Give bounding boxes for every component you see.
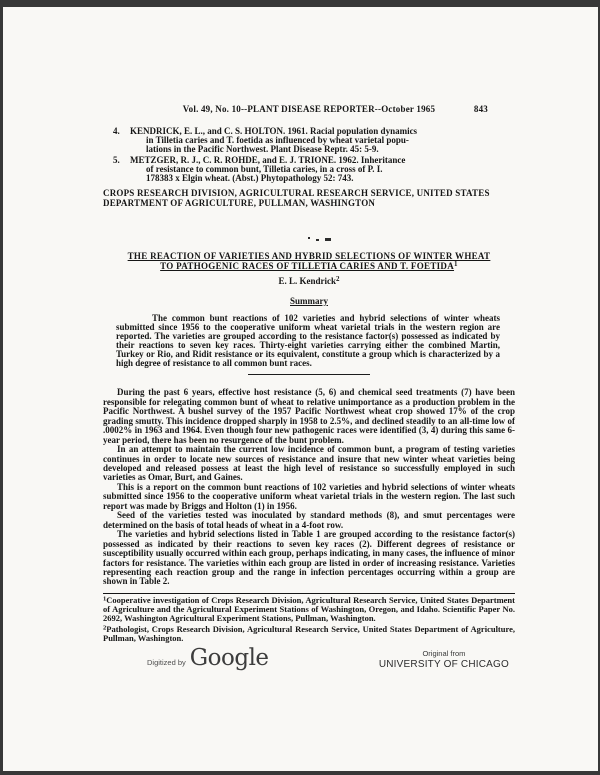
references-list bbox=[103, 127, 515, 182]
footnote-text: Pathologist, Crops Research Division, Agricultural Research Service, United States Department of Agriculture, Pullman, Washington. bbox=[103, 623, 515, 643]
reference-line: METZGER, R. J., C. R. ROHDE, and E. J. TRIONE. 1962. Inheritance bbox=[130, 154, 406, 165]
body-paragraph-2: In an attempt to maintain the current low incidence of common bunt, a program of testing varieties continues in order to locate new sources of resistance and insure that new winter wheat varieties being developed and released possess at least the high level of resistance so successfully employed in such varieties as Omar, Burt, and Gaines. bbox=[103, 444, 515, 483]
summary-heading: Summary bbox=[290, 295, 328, 306]
journal-header-line: Vol. 49, No. 10--PLANT DISEASE REPORTER--October 1965 bbox=[182, 104, 436, 114]
scan-footer bbox=[103, 645, 515, 671]
reference-line: 178383 x Elgin wheat. (Abst.) Phytopathology 52: 743. bbox=[146, 172, 354, 183]
reference-item-4 bbox=[103, 127, 515, 154]
footnote-marker: 1 bbox=[103, 595, 107, 603]
scan-artifact bbox=[103, 237, 515, 242]
body-paragraph-4: Seed of the varieties tested was inoculated by standard methods (8), and smut percentages were determined on the basis of total heads of wheat in a 4-foot row. bbox=[103, 510, 515, 530]
footnote-divider-rule bbox=[103, 593, 515, 594]
body-paragraph-5: The varieties and hybrid selections listed in Table 1 are grouped according to the resistance factor(s) possessed as indicated by their reactions to seven key races (2). Different degrees of resistance or susceptibility usually occurred within each group, perhaps indicating, in many cases, the influence of minor factors for resistance. The varieties within each group are listed in order of increasing resistance. Varieties representing each reaction group and the range in infection percentages occurring within a group are shown in Table 2. bbox=[103, 529, 515, 587]
digitized-by-block bbox=[147, 645, 269, 671]
article-title bbox=[103, 251, 515, 272]
reference-line: of resistance to common bunt, Tilletia caries, in a cross of P. I. bbox=[146, 163, 383, 174]
page-content bbox=[103, 7, 515, 671]
affiliation bbox=[103, 189, 515, 207]
original-from-label: Original from bbox=[422, 649, 466, 659]
document-page bbox=[3, 7, 598, 771]
footnote-text: Cooperative investigation of Crops Research Division, Agricultural Research Service, United States Department of Agriculture and the Agricultural Experiment Stations of Washington, Oregon, and Idaho. Scientific Paper No. 2692, Washington Agricultural Experiment Stations, Pullman, Washington. bbox=[103, 594, 515, 623]
google-logo: Google bbox=[189, 645, 269, 672]
footnote-reference-mark: 2 bbox=[336, 274, 340, 283]
footnote-reference-mark: 1 bbox=[454, 260, 458, 269]
body-paragraph-3: This is a report on the common bunt reactions of 102 varieties and hybrid selections of winter wheats submitted since 1956 to the cooperative uniform wheat varietal trials in the western region. The last such report was made by Briggs and Holton (1) in 1956. bbox=[103, 481, 515, 511]
reference-line: lations in the Pacific Northwest. Plant Disease Reptr. 45: 5-9. bbox=[146, 143, 379, 154]
article-title-line: THE REACTION OF VARIETIES AND HYBRID SELECTIONS OF WINTER WHEAT bbox=[127, 250, 491, 261]
author-name: E. L. Kendrick bbox=[278, 275, 336, 286]
page-header bbox=[103, 104, 515, 115]
reference-number: 4. bbox=[113, 126, 120, 136]
affiliation-line: DEPARTMENT OF AGRICULTURE, PULLMAN, WASHINGTON bbox=[103, 197, 376, 208]
summary-paragraph: The common bunt reactions of 102 varieties and hybrid selections of winter wheats submitted since 1956 to the cooperative uniform wheat varietal trials in the western region are reported. The varieties are grouped according to the resistance factor(s) possessed as indicated by their reactions to seven key races. Thirty-eight varieties carrying either the combined Martin, Turkey or Rio, and Ridit resistance or its equivalent, constitute a group which is characterized by a high degree of resistance to all common bunt races. bbox=[116, 312, 500, 369]
institution-name: UNIVERSITY OF CHICAGO bbox=[378, 659, 509, 671]
body-paragraph-1: During the past 6 years, effective host resistance (5, 6) and chemical seed treatments (7) have been responsible for relegating common bunt of wheat to relative unimportance as a production problem in the Pacific Northwest. A bushel survey of the 1957 Pacific Northwest wheat crop showed 17% of the crop grading smutty. This incidence dropped sharply in 1958 to 2.5%, and declined steadily to an all-time low of .0002% in 1963 and 1964. Even though four new pathogenic races were identified (3, 4) during this same 6-year period, there has been no resurgence of the bunt problem. bbox=[103, 387, 515, 445]
reference-line: KENDRICK, E. L., and C. S. HOLTON. 1961. Racial population dynamics bbox=[130, 126, 418, 136]
digitized-by-label: Digitized by bbox=[147, 657, 186, 667]
affiliation-line: CROPS RESEARCH DIVISION, AGRICULTURAL RESEARCH SERVICE, UNITED STATES bbox=[103, 188, 490, 199]
footnote-marker: 2 bbox=[103, 624, 107, 632]
reference-line: in Tilletia caries and T. foetida as influenced by wheat varietal popu- bbox=[146, 134, 409, 145]
original-from-block bbox=[379, 649, 509, 670]
footnote-1 bbox=[103, 596, 515, 623]
page-number: 843 bbox=[473, 104, 488, 114]
reference-number: 5. bbox=[113, 154, 120, 165]
footnote-2 bbox=[103, 625, 515, 643]
reference-item-5 bbox=[103, 156, 515, 183]
section-divider-rule bbox=[248, 374, 370, 375]
article-title-line: TO PATHOGENIC RACES OF TILLETIA CARIES AND T. FOETIDA$^1$ bbox=[160, 260, 458, 272]
author-line bbox=[103, 276, 515, 286]
